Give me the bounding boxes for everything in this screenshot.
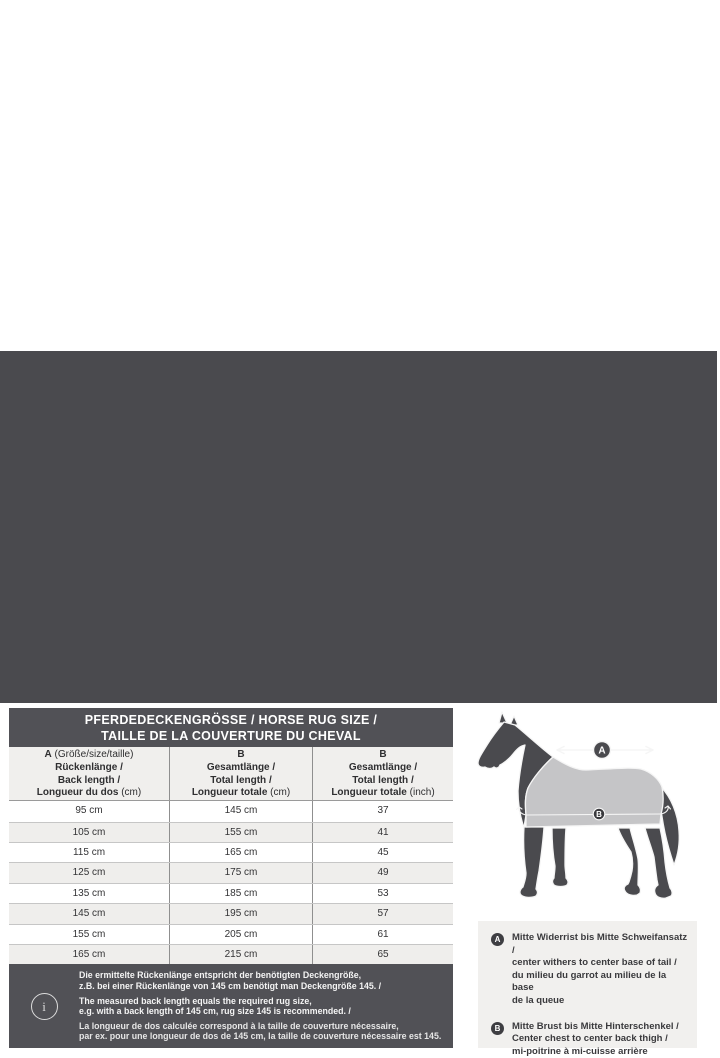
- footnote-fr-line2: par ex. pour une longueur de dos de 145 cm, la taille de couverture nécessaire est 145.: [79, 1031, 442, 1042]
- table-cell: 155 cm: [72, 928, 106, 940]
- table-title: [9, 708, 453, 747]
- measurement-legend: [478, 921, 697, 1057]
- column-header-back-length: A (Größe/size/taille) Rückenlänge / Back length / Longueur du dos (cm): [36, 749, 142, 799]
- legend-b-line3: mi-poitrine à mi-cuisse arrière: [512, 1045, 648, 1057]
- measure-b-label: B: [596, 810, 602, 819]
- table-cell: 205 cm: [169, 925, 312, 944]
- table-row: [9, 883, 453, 903]
- table-cell: 145 cm: [169, 801, 312, 821]
- legend-a-line4: de la queue: [512, 994, 565, 1006]
- table-cell: 61: [312, 925, 453, 944]
- legend-b-line1: Mitte Brust bis Mitte Hinterschenkel /: [512, 1020, 679, 1032]
- table-cell: 195 cm: [169, 904, 312, 923]
- info-icon: i: [31, 993, 58, 1020]
- table-cell: 105 cm: [72, 826, 106, 838]
- legend-a-line3: du milieu du garrot au milieu de la base: [512, 969, 667, 994]
- table-cell: 53: [312, 884, 453, 903]
- table-title-line2: TAILLE DE LA COUVERTURE DU CHEVAL: [101, 729, 361, 743]
- table-cell: 65: [312, 945, 453, 964]
- table-title-line1: PFERDEDECKENGRÖSSE / HORSE RUG SIZE /: [84, 713, 378, 727]
- table-cell: 125 cm: [72, 867, 106, 879]
- table-cell: 57: [312, 904, 453, 923]
- footnote-fr-line1: La longueur de dos calculée correspond à la taille de couverture nécessaire,: [79, 1020, 399, 1031]
- table-cell: 45: [312, 843, 453, 862]
- footnote-de-line2: z.B. bei einer Rückenlänge von 145 cm benötigt man Deckengröße 145. /: [79, 981, 382, 992]
- table-row: [9, 862, 453, 882]
- table-body: [9, 801, 453, 964]
- horse-ear-icon: [499, 712, 507, 723]
- table-cell: 41: [312, 823, 453, 842]
- table-cell: 165 cm: [169, 843, 312, 862]
- horse-diagram-svg: [462, 699, 712, 914]
- legend-b-line2: Center chest to center back thigh /: [512, 1033, 668, 1045]
- horse-near-hind-leg: [618, 828, 640, 895]
- horse-measurement-diagram: [462, 699, 712, 914]
- footnote-en-line1: The measured back length equals the required rug size,: [79, 995, 312, 1006]
- legend-a-line1: Mitte Widerrist bis Mitte Schweifansatz /: [512, 932, 688, 956]
- size-table: [7, 706, 455, 1050]
- table-cell: 95 cm: [75, 805, 103, 817]
- table-row: [9, 903, 453, 923]
- footnote-de-line1: Die ermittelte Rückenlänge entspricht der benötigten Deckengröße,: [79, 970, 362, 981]
- table-cell: 115 cm: [72, 847, 106, 859]
- table-cell: 215 cm: [169, 945, 312, 964]
- table-row: [9, 944, 453, 964]
- table-cell: 135 cm: [72, 887, 106, 899]
- table-row: [9, 842, 453, 862]
- info-icon-wrap: [9, 993, 79, 1020]
- table-header-row: [9, 747, 453, 801]
- table-row: [9, 822, 453, 842]
- footnote-text: [79, 964, 453, 1048]
- table-cell: 49: [312, 863, 453, 882]
- table-cell: 185 cm: [169, 884, 312, 903]
- legend-a-line2: center withers to center base of tail /: [512, 957, 677, 969]
- legend-item-a: [491, 932, 689, 1008]
- horse-near-front-leg: [520, 827, 544, 897]
- legend-item-b: [491, 1021, 689, 1058]
- horse-far-front-leg: [552, 828, 568, 887]
- measure-a-label: A: [598, 745, 606, 757]
- table-cell: 175 cm: [169, 863, 312, 882]
- table-cell: 37: [312, 801, 453, 821]
- legend-badge-a: A: [491, 933, 504, 946]
- dark-info-panel: [0, 351, 717, 1057]
- table-cell: 145 cm: [72, 908, 106, 920]
- column-header-total-length-cm: B Gesamtlänge / Total length / Longueur totale (cm): [169, 747, 312, 800]
- column-header-total-length-inch: B Gesamtlänge / Total length / Longueur totale (inch): [312, 747, 453, 800]
- table-row: [9, 801, 453, 821]
- table-footnote: [9, 964, 453, 1048]
- footnote-en-line2: e.g. with a back length of 145 cm, rug size 145 is recommended. /: [79, 1006, 351, 1017]
- legend-badge-b: B: [491, 1022, 504, 1035]
- table-cell: 165 cm: [72, 949, 106, 961]
- table-cell: 155 cm: [169, 823, 312, 842]
- table-row: [9, 924, 453, 944]
